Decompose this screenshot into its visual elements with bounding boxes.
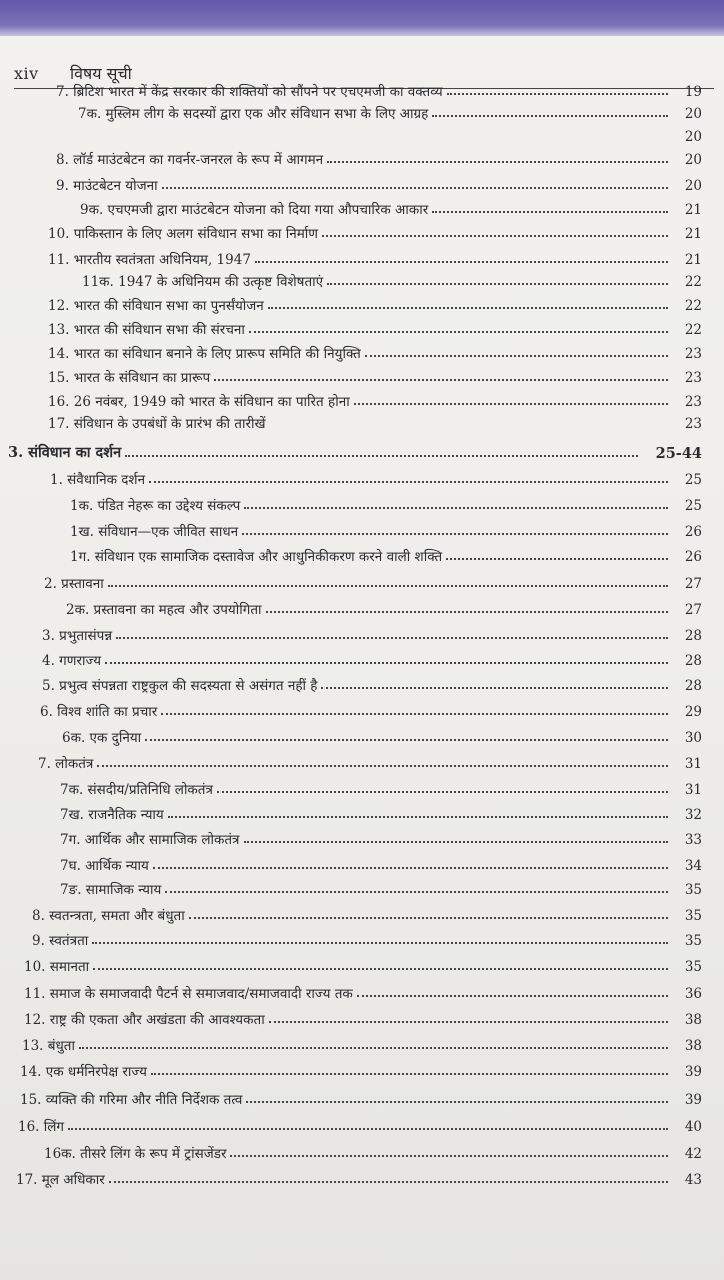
toc-entry: 7. लोकतंत्र 31 xyxy=(38,756,702,772)
toc-entry: 20 xyxy=(684,129,702,145)
toc-entry: 2. प्रस्तावना 27 xyxy=(44,576,702,592)
toc-entry: 1ख. संविधान—एक जीवित साधन 26 xyxy=(70,524,702,540)
toc-entry: 14. एक धर्मनिरपेक्ष राज्य 39 xyxy=(20,1064,702,1080)
toc-entry: 7घ. आर्थिक न्याय 34 xyxy=(60,858,702,874)
chapter-heading: 3. संविधान का दर्शन 25-44 xyxy=(8,444,702,462)
toc-entry: 9. स्वतंत्रता 35 xyxy=(32,933,702,949)
toc-entry: 12. भारत की संविधान सभा का पुनर्संयोजन 22 xyxy=(48,298,702,314)
toc-entry: 15. व्यक्ति की गरिमा और नीति निर्देशक तत्व 39 xyxy=(20,1092,702,1108)
toc-entry: 11. भारतीय स्वतंत्रता अधिनियम, 1947 21 xyxy=(48,252,702,268)
toc-entry: 6क. एक दुनिया 30 xyxy=(62,730,702,746)
toc-entry: 8. लॉर्ड माउंटबेटन का गवर्नर-जनरल के रूप में आगमन 20 xyxy=(56,152,702,168)
toc-entry: 3. प्रभुतासंपन्न 28 xyxy=(42,628,702,644)
toc-entry: 11. समाज के समाजवादी पैटर्न से समाजवाद/समाजवादी राज्य तक 36 xyxy=(24,986,702,1002)
toc-entry: 7ग. आर्थिक और सामाजिक लोकतंत्र 33 xyxy=(60,832,702,848)
toc-entry: 8. स्वतन्त्रता, समता और बंधुता 35 xyxy=(32,908,702,924)
toc-entry: 10. समानता 35 xyxy=(24,959,702,975)
toc-entry: 1क. पंडित नेहरू का उद्देश्य संकल्प 25 xyxy=(70,498,702,514)
toc-entry: 10. पाकिस्तान के लिए अलग संविधान सभा का निर्माण 21 xyxy=(48,226,702,242)
toc-entry: 9. माउंटबेटन योजना 20 xyxy=(56,178,702,194)
toc-entry: 9क. एचएमजी द्वारा माउंटबेटन योजना को दिया गया औपचारिक आकार 21 xyxy=(80,202,702,218)
toc-entry: 13. बंधुता 38 xyxy=(22,1038,702,1054)
toc-entry: 16. 26 नवंबर, 1949 को भारत के संविधान का पारित होना 23 xyxy=(48,394,702,410)
toc-entry: 7क. संसदीय/प्रतिनिधि लोकतंत्र 31 xyxy=(60,782,702,798)
toc-entry: 17. मूल अधिकार 43 xyxy=(16,1172,702,1188)
page-number-roman: xiv xyxy=(14,64,39,83)
toc-entry: 2क. प्रस्तावना का महत्व और उपयोगिता 27 xyxy=(66,602,702,618)
toc-entry: 17. संविधान के उपबंधों के प्रारंभ की तारीखें 23 xyxy=(48,416,702,432)
toc-entry: 14. भारत का संविधान बनाने के लिए प्रारूप समिति की नियुक्ति 23 xyxy=(48,346,702,362)
toc-entry: 1. संवैधानिक दर्शन 25 xyxy=(50,472,702,488)
page-top-edge xyxy=(0,0,724,36)
toc-entry: 16क. तीसरे लिंग के रूप में ट्रांसजेंडर 42 xyxy=(44,1146,702,1162)
toc-entry: 1ग. संविधान एक सामाजिक दस्तावेज और आधुनिकीकरण करने वाली शक्ति 26 xyxy=(70,549,702,565)
toc-entry: 13. भारत की संविधान सभा की संरचना 22 xyxy=(48,322,702,338)
toc-entry: 7क. मुस्लिम लीग के सदस्यों द्वारा एक और संविधान सभा के लिए आग्रह 20 xyxy=(78,106,702,122)
toc-entry: 7ङ. सामाजिक न्याय 35 xyxy=(60,882,702,898)
toc-entry: 6. विश्व शांति का प्रचार 29 xyxy=(40,704,702,720)
toc-entry: 4. गणराज्य 28 xyxy=(42,653,702,669)
toc-entry: 7. ब्रिटिश भारत में केंद्र सरकार की शक्तियों को सौंपने पर एचएमजी का वक्तव्य 19 xyxy=(56,84,702,100)
toc-entry: 16. लिंग 40 xyxy=(18,1119,702,1135)
toc-entry: 5. प्रभुत्व संपन्नता राष्ट्रकुल की सदस्यता से असंगत नहीं है 28 xyxy=(42,678,702,694)
toc-entry: 11क. 1947 के अधिनियम की उत्कृष्ट विशेषताएं 22 xyxy=(82,274,702,290)
toc-entry: 15. भारत के संविधान का प्रारूप 23 xyxy=(48,370,702,386)
toc-entry: 12. राष्ट्र की एकता और अखंडता की आवश्यकता 38 xyxy=(24,1012,702,1028)
toc-entry: 7ख. राजनैतिक न्याय 32 xyxy=(60,807,702,823)
page-title: विषय सूची xyxy=(70,64,132,83)
